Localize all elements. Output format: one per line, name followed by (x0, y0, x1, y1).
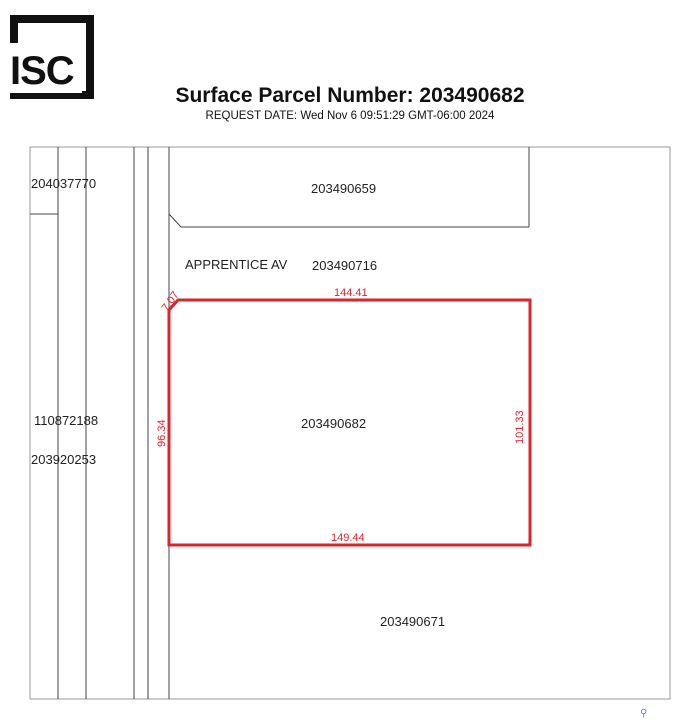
parcel-label-top-left: 204037770 (31, 176, 97, 191)
parcel-label-subject: 203490682 (301, 416, 367, 431)
dimension-south-edge: 149.44 (331, 532, 365, 544)
dimension-corner: 7.07 (159, 289, 182, 314)
logo-text: ISC (8, 49, 82, 93)
parcel-label-south: 203490671 (380, 614, 446, 629)
street-label: APPRENTICE AV (185, 257, 288, 272)
parcel-label-north: 203490659 (311, 181, 377, 196)
dimension-west-edge: 96.34 (156, 419, 168, 447)
dimension-north-edge: 144.41 (334, 287, 368, 299)
parcel-label-west-a: 110872188 (34, 413, 99, 428)
dimension-east-edge: 101.33 (514, 410, 526, 444)
request-date: REQUEST DATE: Wed Nov 6 09:51:29 GMT-06:00 2024 (205, 110, 495, 122)
parcel-label-west-b: 203920253 (31, 452, 97, 467)
page-title: Surface Parcel Number: 203490682 (175, 84, 525, 107)
location-pin-icon: ⚲ (640, 708, 648, 719)
parcel-label-road: 203490716 (312, 258, 378, 273)
boundary-lines (30, 147, 529, 699)
